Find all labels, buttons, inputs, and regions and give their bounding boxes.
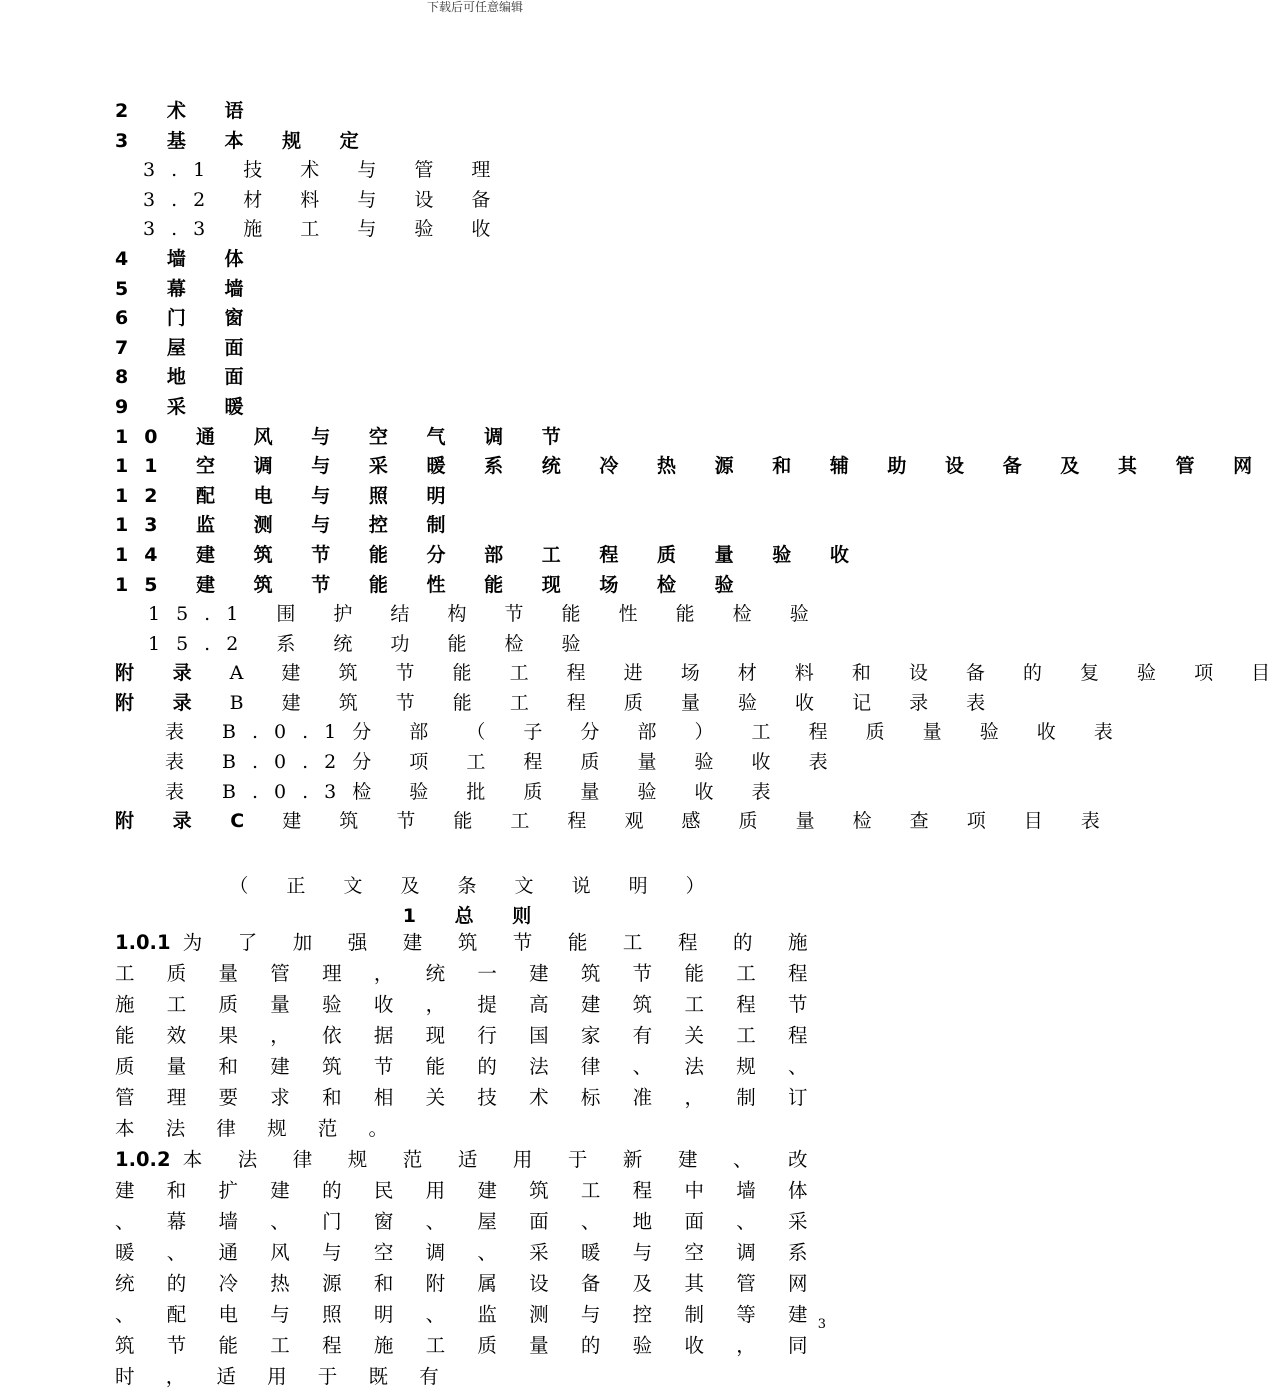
toc-item — [115, 482, 835, 512]
toc-item — [115, 423, 835, 453]
page-header-note: 下载后可任意编辑 — [426, 0, 523, 14]
section-title: 1 总 则 — [402, 905, 548, 927]
toc-item — [115, 127, 835, 157]
toc-item-text: 15.1 围 护 结 构 节 能 性 能 检 验 — [148, 603, 825, 626]
toc-item-text: 3.2 材 料 与 设 备 — [143, 188, 507, 211]
toc-item-text: 15 建 筑 节 能 性 能 现 场 检 验 — [115, 573, 750, 596]
toc-item — [115, 186, 835, 216]
toc-item-text: 5 幕 墙 — [115, 277, 260, 300]
toc-item-text: B 建 筑 节 能 工 程 质 量 验 收 记 录 表 — [229, 691, 1002, 714]
toc-item — [115, 718, 1129, 748]
toc-item-text: 3.3 施 工 与 验 收 — [143, 218, 507, 241]
toc-item-prefix: 附 录 — [115, 662, 208, 685]
toc-item-text: 表 B.0.3检 验 批 质 量 验 收 表 — [165, 780, 787, 803]
toc-item-text: A 建 筑 节 能 工 程 进 场 材 料 和 设 备 的 复 验 项 目 — [229, 662, 1286, 685]
toc-item — [115, 778, 835, 808]
table-of-contents — [115, 97, 1286, 837]
page-number: 3 — [817, 1317, 826, 1332]
toc-item-text: 表 B.0.1分 部 （ 子 分 部 ） 工 程 质 量 验 收 表 — [165, 721, 1129, 744]
toc-item-text: 3.1 技 术 与 管 理 — [143, 159, 507, 182]
toc-item-text: 10 通 风 与 空 气 调 节 — [115, 425, 577, 448]
clause-text: 本 法 律 规 范 适 用 于 新 建 、 改 建 和 扩 建 的 民 用 建 筑 工 程 中 墙 体 、 幕 墙 、 门 窗 、 屋 面 、 地 面 、 采 暖 、 通 风 与 空 调 、 采 暖 与 空 调 系 统 的 冷 热 源 和 附 属 设 备 及 其 管 网 、 配 电 与 照 明 、 监 测 与 控 制 等 建 筑 节 能 工 程 施 工 质 量 的 验 收 ， 同 时 ， 适 用 于 既 有 — [115, 1148, 820, 1388]
toc-item-text: 表 B.0.2分 项 工 程 质 量 验 收 表 — [165, 751, 844, 774]
toc-item — [115, 600, 835, 630]
toc-item — [115, 571, 835, 601]
toc-item — [115, 659, 1286, 689]
toc-item — [115, 215, 835, 245]
paragraph-1-0-2 — [115, 1144, 820, 1392]
toc-item — [115, 363, 835, 393]
toc-item — [115, 807, 1116, 837]
toc-item-text: 4 墙 体 — [115, 247, 260, 270]
toc-item-prefix: 附 录 — [115, 691, 208, 714]
toc-item — [115, 541, 865, 571]
toc-item-text: 12 配 电 与 照 明 — [115, 484, 462, 507]
toc-item-text: 14 建 筑 节 能 分 部 工 程 质 量 验 收 — [115, 543, 865, 566]
toc-item — [115, 748, 844, 778]
toc-item-prefix: 附 录 C — [115, 810, 261, 833]
toc-item — [115, 630, 835, 660]
toc-item — [115, 156, 835, 186]
toc-item-text: 2 术 语 — [115, 100, 260, 122]
toc-item — [115, 304, 835, 334]
toc-item-text: 11 空 调 与 采 暖 系 统 冷 热 源 和 辅 助 设 备 及 其 管 网 — [115, 455, 1269, 478]
toc-item-text: 6 门 窗 — [115, 307, 260, 330]
toc-item — [115, 97, 835, 127]
toc-item — [115, 511, 835, 541]
toc-item — [115, 689, 1002, 719]
toc-item-text: 建 筑 节 能 工 程 观 感 质 量 检 查 项 目 表 — [282, 810, 1116, 833]
toc-item-text: 3 基 本 规 定 — [115, 129, 375, 152]
paragraph-1-0-1 — [115, 927, 820, 1144]
clause-number: 1.0.1 — [115, 931, 171, 954]
toc-item-text: 9 采 暖 — [115, 395, 260, 418]
toc-item — [115, 452, 1269, 482]
toc-item — [115, 334, 835, 364]
section-subtitle: （ 正 文 及 条 文 说 明 ） — [229, 875, 721, 897]
toc-item — [115, 393, 835, 423]
clause-number: 1.0.2 — [115, 1148, 171, 1171]
body-text — [115, 927, 820, 1392]
toc-item — [115, 245, 835, 275]
clause-text: 为 了 加 强 建 筑 节 能 工 程 的 施 工 质 量 管 理 ， 统 一 建 筑 节 能 工 程 施 工 质 量 验 收 ， 提 高 建 筑 工 程 节 能 效 果 ， 依 据 现 行 国 家 有 关 工 程 质 量 和 建 筑 节 能 的 法 律 、 法 规 、 管 理 要 求 和 相 关 技 术 标 准 ， 制 订 本 法 律 规 范 。 — [115, 931, 820, 1140]
toc-item-text: 13 监 测 与 控 制 — [115, 514, 462, 537]
toc-item-text: 15.2 系 统 功 能 检 验 — [148, 632, 597, 655]
toc-item-text: 8 地 面 — [115, 366, 260, 389]
toc-item-text: 7 屋 面 — [115, 336, 260, 359]
toc-item — [115, 275, 835, 305]
